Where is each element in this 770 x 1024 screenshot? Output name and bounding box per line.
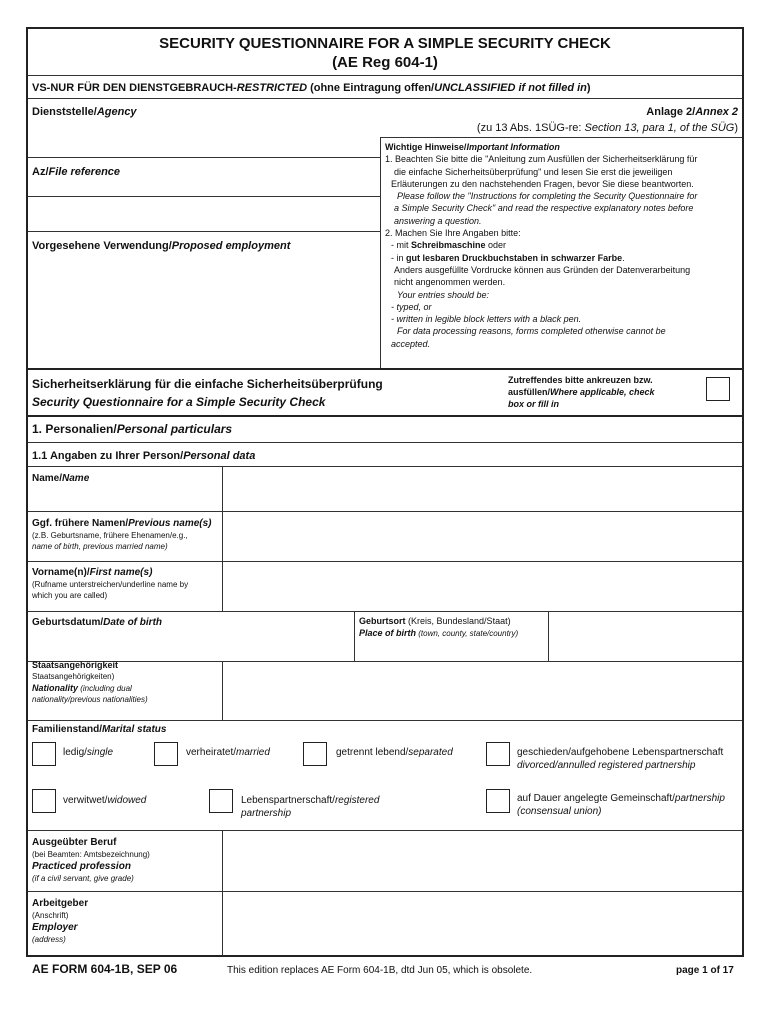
security-questionnaire-form bbox=[26, 27, 744, 957]
separated-label: getrennt lebend/separated bbox=[336, 747, 453, 758]
file-reference-field[interactable] bbox=[29, 187, 379, 195]
annex-label: Anlage 2/Annex 2 bbox=[646, 106, 738, 118]
widowed-label: verwitwet/widowed bbox=[63, 795, 147, 806]
classification-line: VS-NUR FÜR DEN DIENSTGEBRAUCH-RESTRICTED (ohne Eintragung offen/UNCLASSIFIED if not filled in) bbox=[32, 82, 591, 94]
separated-checkbox[interactable] bbox=[303, 742, 327, 766]
form-title bbox=[28, 34, 742, 72]
divorced-label: geschieden/aufgehobene Lebenspartnerschaft divorced/annulled registered partnership bbox=[517, 747, 724, 771]
registered-partnership-checkbox[interactable] bbox=[209, 789, 233, 813]
first-names-field[interactable] bbox=[224, 562, 742, 611]
consensual-union-checkbox[interactable] bbox=[486, 789, 510, 813]
married-label: verheiratet/married bbox=[186, 747, 270, 758]
name-field[interactable] bbox=[224, 467, 742, 510]
edition-note: This edition replaces AE Form 604-1B, dtd Jun 05, which is obsolete. bbox=[227, 965, 533, 976]
date-of-birth-field[interactable] bbox=[224, 612, 353, 660]
widowed-checkbox[interactable] bbox=[32, 789, 56, 813]
file-reference-label: Az/File reference bbox=[32, 166, 121, 178]
section-1-1-heading: 1.1 Angaben zu Ihrer Person/Personal data bbox=[32, 450, 256, 462]
nationality-field[interactable] bbox=[224, 662, 742, 719]
employer-field[interactable] bbox=[224, 892, 742, 955]
section-1-heading: 1. Personalien/Personal particulars bbox=[32, 422, 233, 436]
consensual-union-label: auf Dauer angelegte Gemeinschaft/partnership (consensual union) bbox=[517, 793, 725, 817]
place-of-birth-field[interactable] bbox=[550, 612, 742, 660]
agency-field[interactable] bbox=[29, 197, 379, 231]
check-instruction: Zutreffendes bitte ankreuzen bzw. ausfüllen/Where applicable, check box or fill in bbox=[508, 375, 655, 409]
title-line-2: (AE Reg 604-1) bbox=[332, 54, 438, 71]
profession-label: Ausgeübter Beruf (bei Beamten: Amtsbezeichnung) Practiced profession (if a civil servant, give grade) bbox=[32, 837, 150, 883]
questionnaire-title: Sicherheitserklärung für die einfache Sicherheitsüberprüfung Security Questionnaire for a Simple Security Check bbox=[32, 377, 383, 409]
important-information: Wichtige Hinweise/Important Information 1. Beachten Sie bitte die "Anleitung zum Ausfüllen der Sicherheitserklärung für die einfache Sicherheitsüberprüfung" und lesen Sie erst die jeweiligen Erläuterungen zu den nachstehenden Fragen, bevor Sie diese beantworten. Please follow the "Instructions for completing the Security Questionnaire for a Simple Security Check" and read the respective explanatory notes before answering a question. 2. Machen Sie Ihre Angaben bitte: - mit Schreibmaschine oder - in gut lesbaren Druckbuchstaben in schwarzer Farbe. Anders ausgefüllte Vordrucke können aus Gründen der Datenverarbeitung nicht angenommen werden. Your entries should be: - typed, or - written in legible block letters with a black pen. For data processing reasons, forms completed otherwise cannot be accepted. bbox=[385, 142, 698, 349]
previous-names-field[interactable] bbox=[224, 512, 742, 561]
agency-label: Dienststelle/Agency bbox=[32, 106, 137, 118]
place-of-birth-label: Geburtsort (Kreis, Bundesland/Staat) Place of birth (town, county, state/country) bbox=[359, 616, 519, 638]
form-id: AE FORM 604-1B, SEP 06 bbox=[32, 962, 178, 976]
divorced-checkbox[interactable] bbox=[486, 742, 510, 766]
first-names-label: Vorname(n)/First name(s) (Rufname unterstreichen/underline name by which you are called) bbox=[32, 567, 189, 600]
previous-names-label: Ggf. frühere Namen/Previous name(s) (z.B. Geburtsname, frühere Ehenamen/e.g., name of birth, previous married name) bbox=[32, 518, 212, 551]
proposed-employment-label: Vorgesehene Verwendung/Proposed employment bbox=[32, 240, 291, 252]
proposed-employment-field[interactable] bbox=[29, 255, 379, 367]
profession-field[interactable] bbox=[224, 831, 742, 890]
nationality-label: Staatsangehörigkeit Staatsangehörigkeiten) Nationality (including dual nationality/previous nationalities) bbox=[32, 660, 148, 704]
name-label: Name/Name bbox=[32, 473, 90, 484]
marital-status-label: Familienstand/Marital status bbox=[32, 724, 167, 735]
date-of-birth-label: Geburtsdatum/Date of birth bbox=[32, 617, 163, 628]
example-checkbox[interactable] bbox=[706, 377, 730, 401]
page-number: page 1 of 17 bbox=[676, 965, 734, 976]
registered-partnership-label: Lebenspartnerschaft/registered partnership bbox=[241, 795, 380, 819]
single-label: ledig/single bbox=[63, 747, 114, 758]
title-line-1: SECURITY QUESTIONNAIRE FOR A SIMPLE SECURITY CHECK bbox=[159, 35, 611, 52]
annex-reference: (zu 13 Abs. 1SÜG-re: Section 13, para 1, of the SÜG) bbox=[476, 122, 738, 134]
employer-label: Arbeitgeber (Anschrift) Employer (address) bbox=[32, 898, 89, 944]
single-checkbox[interactable] bbox=[32, 742, 56, 766]
married-checkbox[interactable] bbox=[154, 742, 178, 766]
